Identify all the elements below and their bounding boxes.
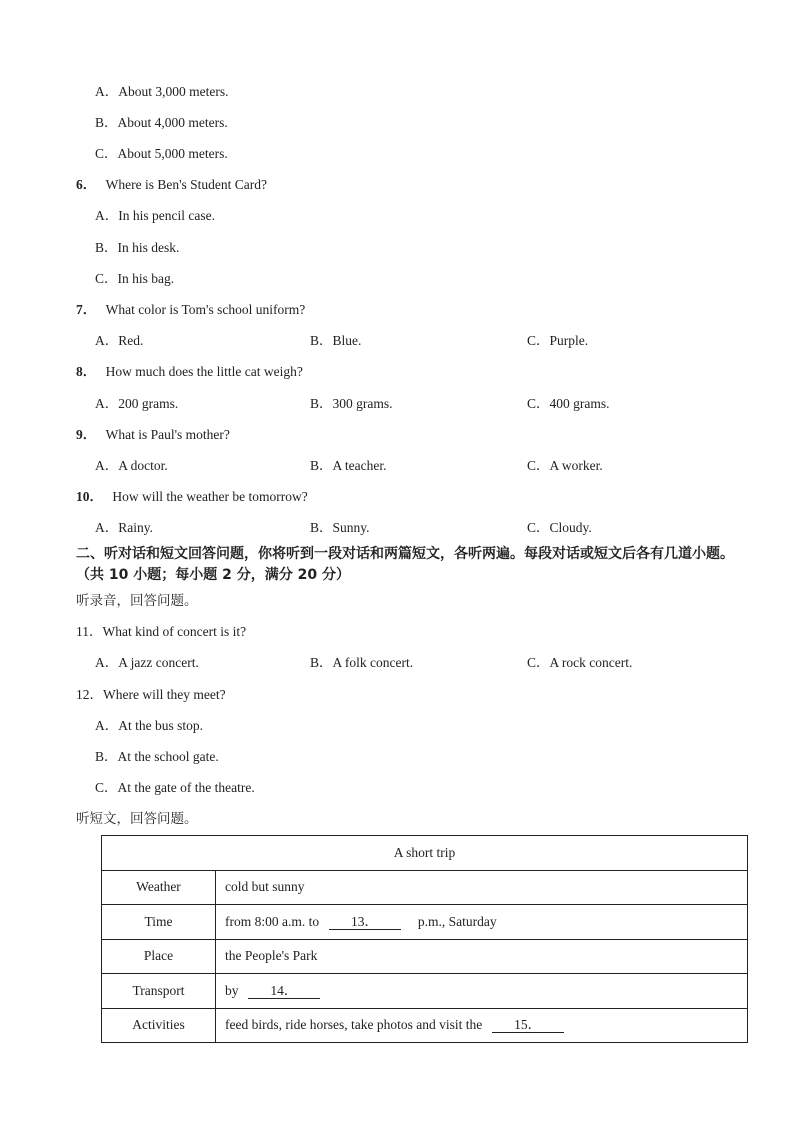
table-row-activities [102, 1008, 748, 1043]
row-label-transport: Transport [102, 974, 216, 1009]
q6-text: Where is Ben's Student Card? [105, 177, 268, 192]
q10-question [76, 488, 308, 506]
q7-number: 7． [76, 302, 97, 317]
table-row-transport [102, 974, 748, 1009]
q11-question: 11．What kind of concert is it? [76, 624, 247, 639]
q9-option-b: B．A teacher. [310, 458, 387, 473]
q6-option-c: C．In his bag. [95, 271, 175, 286]
q6-option-b: B．In his desk. [95, 240, 180, 255]
q7-option-b: B．Blue. [310, 333, 362, 348]
table-title: A short trip [102, 836, 748, 871]
q12-option-c: C．At the gate of the theatre. [95, 780, 255, 795]
q12-question: 12．Where will they meet? [76, 687, 226, 702]
table-row-time [102, 905, 748, 940]
q11-option-b: B．A folk concert. [310, 655, 414, 670]
q9-text: What is Paul's mother? [105, 427, 230, 442]
q9-number: 9． [76, 427, 97, 442]
table-row-weather [102, 870, 748, 905]
q5-option-a: A．About 3,000 meters. [95, 84, 229, 99]
short-trip-table [101, 835, 748, 1043]
q6-number: 6． [76, 177, 97, 192]
row-label-weather: Weather [102, 870, 216, 905]
listen-dialogue-instruction: 听录音，回答问题。 [76, 593, 198, 609]
time-text-after: p.m., Saturday [417, 913, 497, 929]
section2-heading: 二、听对话和短文回答问题，你将听到一段对话和两篇短文，各听两遍。每段对话或短文后各有几道小题。 （共 10 小题；每小题 2 分，满分 20 分） [76, 546, 734, 583]
q9-option-a: A．A doctor. [95, 458, 168, 473]
time-text-before: from 8:00 a.m. to [225, 913, 320, 929]
q5-option-c: C．About 5,000 meters. [95, 146, 228, 161]
q9-question [76, 426, 230, 444]
q11-option-c: C．A rock concert. [527, 655, 633, 670]
transport-text-before: by [225, 982, 239, 998]
row-value-place: the People's Park [216, 939, 748, 974]
activities-text-before: feed birds, ride horses, take photos and visit the [225, 1017, 483, 1033]
q9-option-c: C．A worker. [527, 458, 603, 473]
row-value-transport [216, 974, 748, 1009]
blank-14[interactable]: 14． [248, 983, 320, 999]
q10-option-b: B．Sunny. [310, 520, 370, 535]
q6-question [76, 176, 267, 194]
q7-text: What color is Tom's school uniform? [105, 302, 306, 317]
q6-option-a: A．In his pencil case. [95, 208, 215, 223]
listen-passage-instruction: 听短文，回答问题。 [76, 811, 198, 827]
q8-option-a: A．200 grams. [95, 396, 179, 411]
q12-option-b: B．At the school gate. [95, 749, 219, 764]
table-row-place [102, 939, 748, 974]
blank-15[interactable]: 15． [492, 1017, 564, 1033]
q10-number: 10． [76, 489, 103, 504]
row-value-time [216, 905, 748, 940]
table-title-row [102, 836, 748, 871]
q10-text: How will the weather be tomorrow? [112, 489, 308, 504]
q8-text: How much does the little cat weigh? [105, 364, 303, 379]
row-label-place: Place [102, 939, 216, 974]
blank-13[interactable]: 13． [329, 914, 401, 930]
q11-option-a: A．A jazz concert. [95, 655, 199, 670]
q8-option-c: C．400 grams. [527, 396, 610, 411]
q8-question [76, 363, 303, 381]
row-label-activities: Activities [102, 1008, 216, 1043]
q8-option-b: B．300 grams. [310, 396, 393, 411]
q7-option-a: A．Red. [95, 333, 144, 348]
q7-question [76, 301, 305, 319]
row-label-time: Time [102, 905, 216, 940]
q10-option-c: C．Cloudy. [527, 520, 592, 535]
row-value-weather: cold but sunny [216, 870, 748, 905]
q8-number: 8． [76, 364, 97, 379]
q5-option-b: B．About 4,000 meters. [95, 115, 228, 130]
q10-option-a: A．Rainy. [95, 520, 153, 535]
q12-option-a: A．At the bus stop. [95, 718, 203, 733]
q7-option-c: C．Purple. [527, 333, 589, 348]
row-value-activities [216, 1008, 748, 1043]
